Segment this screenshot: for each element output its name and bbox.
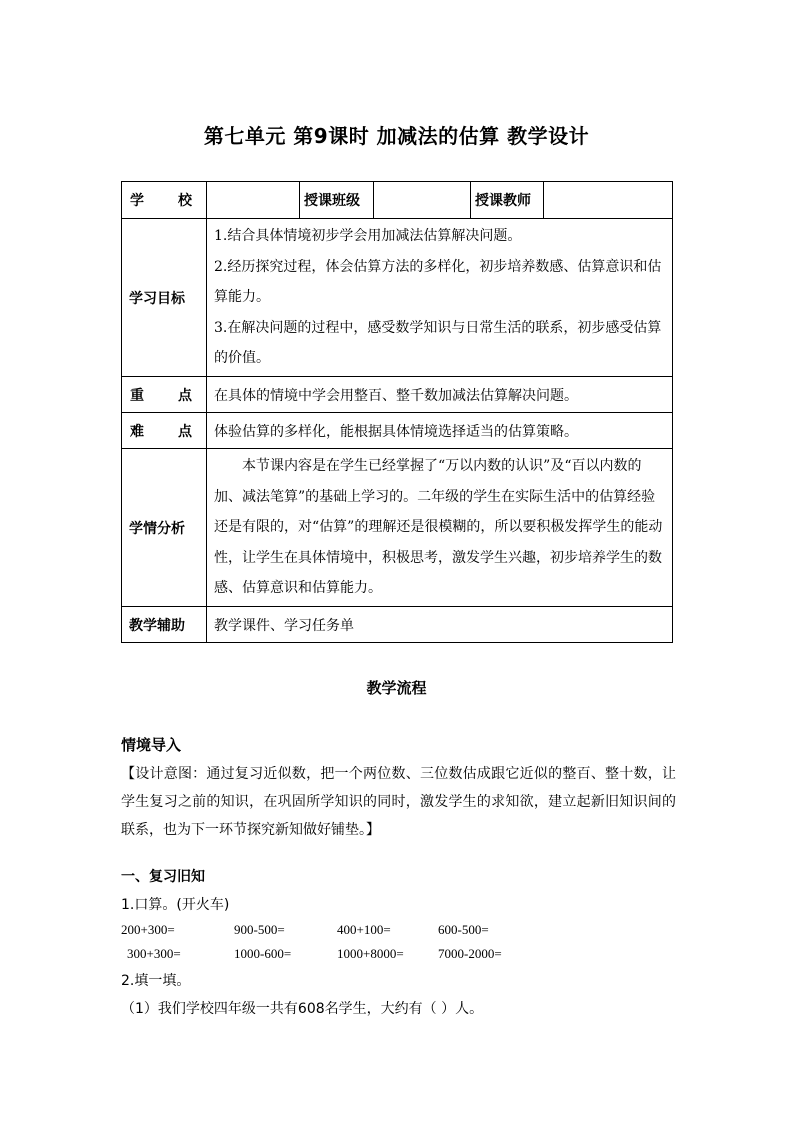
oral-calc-item: 200+300= <box>121 922 175 937</box>
teaching-flow-title: 教学流程 <box>366 679 427 697</box>
fill-blank-title: 2.填一填。 <box>121 973 191 989</box>
key-point-label: 重 点 <box>122 377 207 413</box>
difficult-point-value: 体验估算的多样化，能根据具体情境选择适当的估算策略。 <box>207 413 673 449</box>
review-heading: 一、复习旧知 <box>121 869 205 885</box>
goals-label: 学习目标 <box>122 219 207 377</box>
oral-calc-item: 400+100= <box>337 922 391 937</box>
oral-calc-item: 1000+8000= <box>337 946 404 961</box>
school-label: 学 校 <box>122 182 207 219</box>
document-title: 第七单元 第9课时 加减法的估算 教学设计 <box>203 124 590 148</box>
class-label: 授课班级 <box>300 182 374 219</box>
analysis-cell <box>207 449 673 607</box>
school-value <box>207 182 300 219</box>
table-row <box>122 413 673 449</box>
analysis-value: 本节课内容是在学生已经掌握了“万以内数的认识”及“百以内数的加、减法笔算”的基础上学习的。二年级的学生在实际生活中的估算经验还是有限的，对“估算”的理解还是很模糊的，所以要积极发挥学生的能动性，让学生在具体情境中，积极思考，激发学生兴趣，初步培养学生的数感、估算意识和估算能力。 <box>214 458 663 597</box>
table-row <box>122 219 673 377</box>
difficult-point-label: 难 点 <box>122 413 207 449</box>
teacher-value <box>544 182 673 219</box>
aids-label: 教学辅助 <box>122 607 207 643</box>
table-row <box>122 449 673 607</box>
table-row <box>122 377 673 413</box>
oral-calc-title: 1.口算。(开火车) <box>121 897 230 913</box>
key-point-value: 在具体的情境中学会用整百、整千数加减法估算解决问题。 <box>207 377 673 413</box>
oral-calc-item: 600-500= <box>438 922 489 937</box>
fill-blank-question: （1）我们学校四年级一共有608名学生，大约有（ ）人。 <box>121 1001 484 1017</box>
class-value <box>374 182 471 219</box>
table-row <box>122 607 673 643</box>
oral-calc-item: 300+300= <box>127 946 181 961</box>
oral-calc-item: 1000-600= <box>234 946 292 961</box>
teacher-label: 授课教师 <box>471 182 544 219</box>
oral-calc-item: 7000-2000= <box>438 946 502 961</box>
design-intent: 【设计意图：通过复习近似数，把一个两位数、三位数估成跟它近似的整百、整十数，让学生复习之前的知识，在巩固所学知识的同时，激发学生的求知欲，建立起新旧知识间的联系，也为下一环节探究新知做好铺垫。】 <box>121 766 676 838</box>
goal-item: 2.经历探究过程，体会估算方法的多样化，初步培养数感、估算意识和估算能力。 <box>214 258 662 306</box>
goals-cell <box>207 219 673 377</box>
goal-item: 1.结合具体情境初步学会用加减法估算解决问题。 <box>214 228 522 245</box>
oral-calc-item: 900-500= <box>234 922 285 937</box>
table-row <box>122 182 673 219</box>
goal-item: 3.在解决问题的过程中，感受数学知识与日常生活的联系，初步感受估算的价值。 <box>214 319 662 367</box>
lesson-info-table <box>121 181 673 643</box>
aids-value: 教学课件、学习任务单 <box>207 607 673 643</box>
intro-heading: 情境导入 <box>121 736 182 754</box>
analysis-label: 学情分析 <box>122 449 207 607</box>
